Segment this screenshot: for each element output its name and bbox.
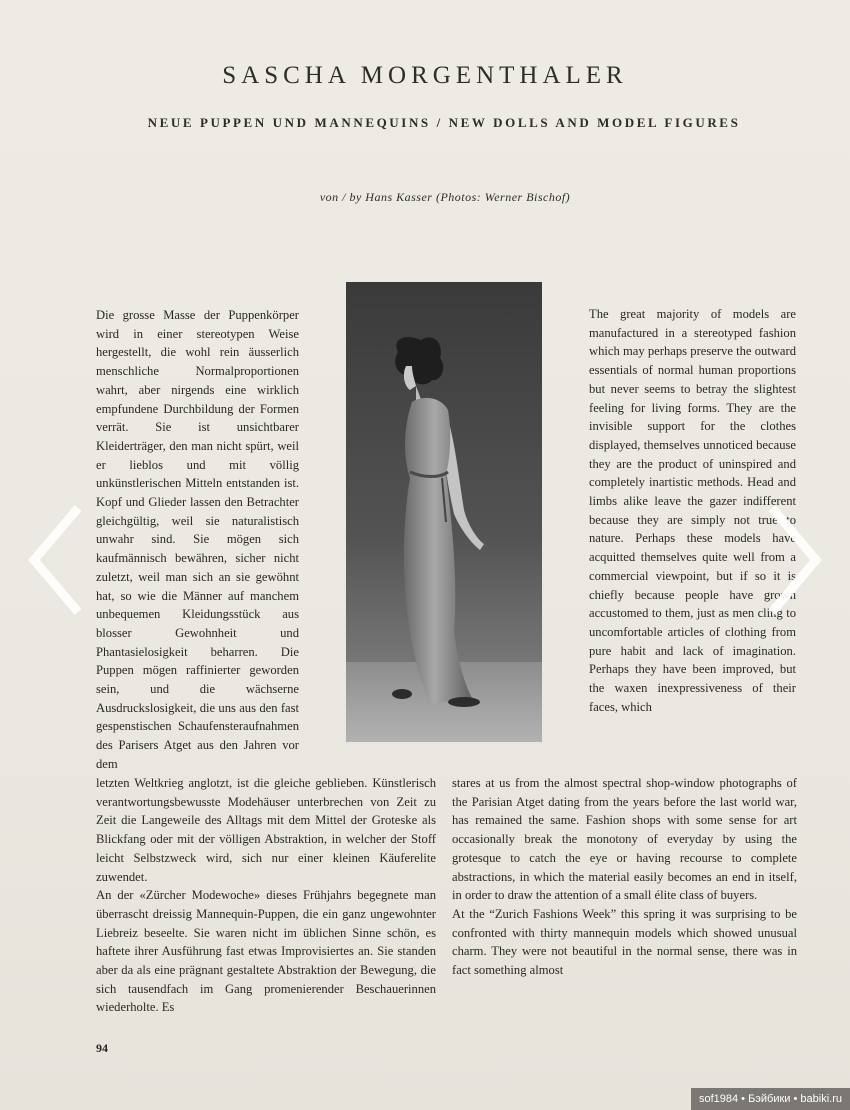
english-paragraph-top: The great majority of models are manufactured in a stereotyped fashion which may perhaps preserve the outward essentials of normal human proportions but never seems to betray the slightest feeling for living forms. They are the invisible support for the clothes displayed, themselves unnoticed because they are the product of uninspired and completely inartistic methods. Head and limbs alike leave the gazer indifferent because they are simply not true to nature. Perhaps these models have acquitted themselves quite well from a commercial viewpoint, but if so it is chiefly because people have grown accustomed to them, just as men cling to uncomfortable articles of clothing from pure habit and lack of imagination. Perhaps they have been improved, but the waxen inexpressiveness of their faces, which: [589, 307, 796, 714]
chevron-right-icon: [758, 500, 828, 620]
german-paragraph-continued: letzten Weltkrieg anglotzt, ist die gleiche geblieben. Künstlerisch verantwortungsbewusste Modehäuser unterbrechen von Zeit zu Zeit die Langeweile des Alltags mit dem Mittel der Groteske als Blickfang oder mit der völligen Abstraktion, in welcher der Stoff leicht Selbstzweck wird, sich nur einer kleinen Käuferelite zuwendet.: [96, 776, 436, 884]
site-watermark: sof1984 • Бэйбики • babiki.ru: [691, 1088, 850, 1110]
german-text-column-bottom: [96, 774, 436, 1017]
article-subtitle: NEUE PUPPEN UND MANNEQUINS / NEW DOLLS AND MODEL FIGURES: [147, 115, 741, 130]
mannequin-photo: [346, 282, 542, 742]
mannequin-figure-illustration: [346, 282, 542, 742]
german-text-column-top: [96, 306, 299, 774]
chevron-left-icon: [22, 500, 92, 620]
english-paragraph-continued: stares at us from the almost spectral shop-window photographs of the Parisian Atget dating from the years before the last world war, has remained the same. Fashion shops with some sense for art occasionally break the monotony of everyday by using the grotesque to catch the eye or having recourse to complete abstractions, in which the material easily becomes an end in itself, in order to draw the attention of a small élite class of buyers.: [452, 776, 797, 903]
english-text-column-bottom: [452, 774, 797, 980]
german-paragraph-top: Die grosse Masse der Puppenkörper wird in einer stereotypen Weise hergestellt, die wohl rein äusserlich menschliche Normalproportionen wahrt, aber nirgends eine wirklich empfundene Durchbildung der Formen verrät. Sie ist unsichtbarer Kleiderträger, den man nicht spürt, weil er lieblos und mit völlig unkünstlerischen Mitteln entstanden ist. Kopf und Glieder lassen den Betrachter gleichgültig, weil sie naturalistisch unwahr sind. Sie mögen sich kaufmännisch bewähren, sicher nicht zuletzt, weil man sich an sie gewöhnt hat, so wie die Männer auf manchem unbequemen Kleidungsstück aus blosser Gewohnheit und Phantasielosigkeit beharren. Die Puppen mögen raffinierter geworden sein, und die wächserne Ausdruckslosigkeit, die uns aus den fast gespenstischen Schaufensteraufnahmen des Parisers Atget aus den Jahren vor dem: [96, 308, 299, 771]
page-number: 94: [96, 1041, 108, 1055]
german-paragraph-second: An der «Zürcher Modewoche» dieses Frühjahrs begegnete man überrascht dreissig Mannequin-Puppen, die ein ganz ungewohnter Liebreiz beseelte. Sie waren nicht im üblichen Sinne schön, es haftete ihrer Ausführung fast etwas Improvisiertes an. Sie standen aber da als eine prägnant gestaltete Abstraktion der Bewegung, die sich tausendfach im Gang promenierender Beschauerinnen wiederholte. Es: [96, 888, 436, 1015]
english-paragraph-second: At the “Zurich Fashions Week” this spring it was surprising to be confronted with thirty mannequin models which showed unusual charm. They were not beautiful in the normal sense, there was in fact something almost: [452, 906, 797, 978]
article-byline: von / by Hans Kasser (Photos: Werner Bischof): [319, 190, 571, 204]
next-page-button[interactable]: [758, 500, 828, 620]
previous-page-button[interactable]: [22, 500, 92, 620]
article-title: SASCHA MORGENTHALER: [222, 62, 628, 89]
